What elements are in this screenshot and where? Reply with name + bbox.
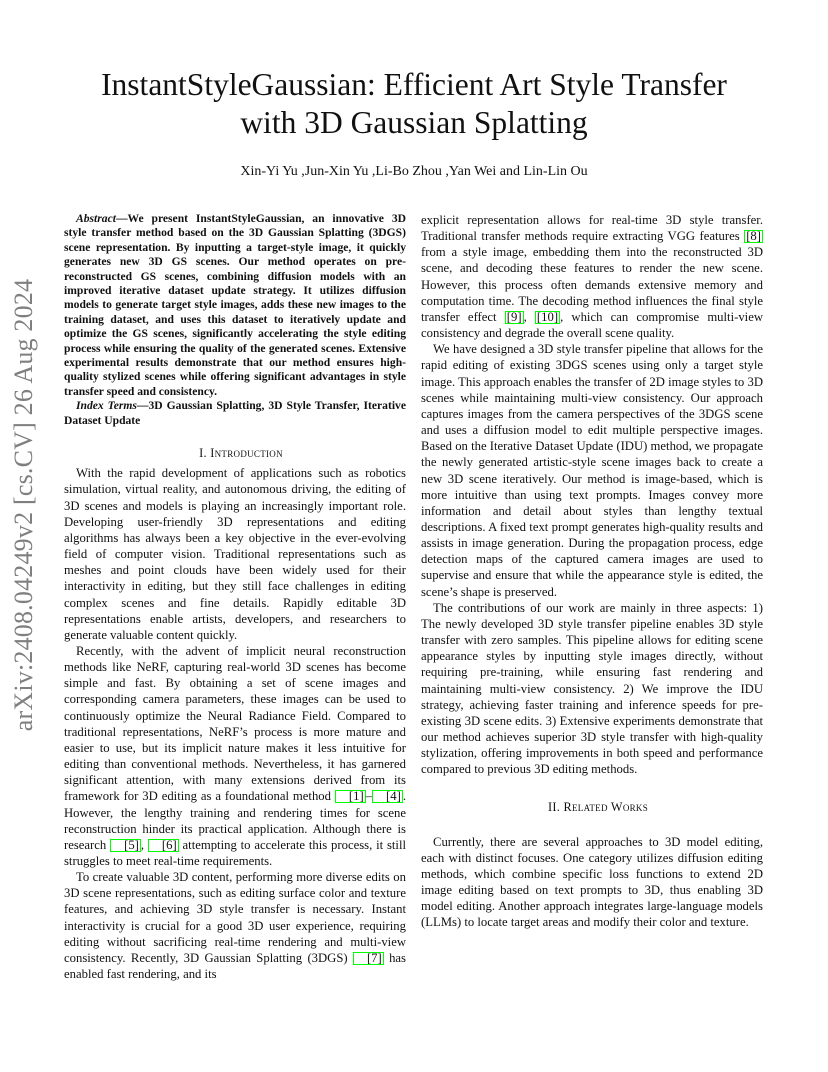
title-line-1: InstantStyleGaussian: Efficient Art Style Transfer bbox=[101, 67, 727, 102]
arxiv-id: arXiv:2408.04249v2 [cs.CV] 26 Aug 2024 bbox=[9, 278, 38, 732]
abstract-label: Abstract bbox=[76, 212, 116, 225]
intro-paragraph-1: With the rapid development of applications such as robotics simulation, virtual reality, and autonomous driving, the editing of 3D scenes and models is playing an increasingly important role. Developing user-friendly 3D representations and editing algorithms has always been a key objective in the ever-evolving field of computer vision. Traditional representations such as meshes and point clouds have been widely used for their interactivity in editing, but they still face challenges in editing complex scenes and fine details. Rapidly editable 3D representations enable artists, developers, and researchers to generate valuable content quickly. bbox=[64, 466, 406, 642]
right-p1-text-a: explicit representation allows for real-time 3D style transfer. Traditional transfer methods require extracting VGG features bbox=[421, 213, 763, 244]
citation-separator: , bbox=[140, 837, 148, 852]
citation-link[interactable]: [6] bbox=[148, 839, 179, 852]
citation-link[interactable]: [9] bbox=[506, 309, 522, 324]
left-column bbox=[64, 212, 406, 982]
right-p1-text-c: , which can compromise multi-view consistency and degrade the overall scene quality. bbox=[421, 309, 763, 341]
citation-link[interactable]: [10] bbox=[536, 309, 559, 324]
intro-p2-text-b: . However, the lengthy training and rendering times for scene reconstruction hinder its practical application. Although there is research bbox=[64, 789, 406, 852]
section-heading-related-works: II. Related Works bbox=[547, 800, 649, 815]
citation-link[interactable]: [4] bbox=[372, 790, 403, 803]
index-terms-label: Index Terms bbox=[76, 399, 137, 413]
citation-link[interactable]: [7] bbox=[353, 952, 384, 965]
range-dash: – bbox=[365, 789, 373, 804]
index-terms-text: —3D Gaussian Splatting, 3D Style Transfer, Iterative Dataset Update bbox=[64, 399, 406, 427]
citation-separator: , bbox=[523, 309, 535, 324]
author-list: Xin-Yi Yu ,Jun-Xin Yu ,Li-Bo Zhou ,Yan Wei and Lin-Lin Ou bbox=[240, 164, 588, 179]
paper-title bbox=[40, 66, 788, 142]
abstract bbox=[64, 212, 406, 399]
intro-p2-text-c: attempting to accelerate this process, it still struggles to meet real-time requirements. bbox=[64, 837, 407, 868]
index-terms bbox=[64, 399, 406, 428]
citation-link[interactable]: [8] bbox=[746, 229, 761, 244]
right-paragraph-1 bbox=[421, 212, 763, 341]
arxiv-stamp bbox=[4, 280, 44, 730]
abstract-text: —We present InstantStyleGaussian, an innovative 3D style transfer method based on the 3D Gaussian Splatting (3DGS) scene representation. By inputting a target-style image, it quickly generates new 3D GS scenes. Our method operates on pre-reconstructed GS scenes, combining diffusion models with an improved iterative dataset update strategy. It utilizes diffusion models to generate target style images, adds these new images to the training dataset, and uses this dataset to iteratively update and optimize the GS scenes, significantly accelerating the style editing process while ensuring the quality of the generated scenes. Extensive experimental results demonstrate that our method ensures high-quality stylized scenes while offering significant advantages in style transfer speed and consistency. bbox=[64, 212, 406, 398]
intro-p2-text-a: Recently, with the advent of implicit neural reconstruction methods like NeRF, capturing real-world 3D scenes has become simple and fast. By obtaining a set of scene images and corresponding camera parameters, these images can be used to continuously optimize the Neural Radiance Field. Compared to traditional representations, NeRF’s process is more mature and easier to use, but its implicit nature makes it less intuitive for editing than conventional methods. Nevertheless, it has garnered significant attention, with many extensions derived from its framework for 3D editing as a foundational method bbox=[64, 643, 406, 804]
related-works-paragraph-1: Currently, there are several approaches to 3D model editing, each with distinct focuses. One category utilizes diffusion editing methods, which combine specific loss functions to extend 2D image editing based on text prompts to 3D, thus enabling 3D model editing. Another approach integrates large-language models (LLMs) to locate target areas and modify their color and texture. bbox=[421, 834, 763, 930]
intro-paragraph-3 bbox=[64, 869, 406, 982]
title-line-2: with 3D Gaussian Splatting bbox=[240, 105, 588, 140]
right-paragraph-2: We have designed a 3D style transfer pipeline that allows for the rapid editing of existing 3DGS scenes using only a target style image. This approach enables the transfer of 2D image styles to 3D scenes while maintaining multi-view consistency. Our approach captures images from the camera perspectives of the 3DGS scene and uses a diffusion model to edit multiple perspective images. Based on the Iterative Dataset Update (IDU) method, we propagate the newly generated artistic-style scene images back to create a new 3D scene iteratively. Our method is image-based, which is more intuitive than using text prompts. Images convey more information and detail about styles than lengthy textual descriptions. A fixed text prompt generates high-quality results and assists in image generation. During the propagation process, edge detection maps of the captured camera images are used to supervise and ensure that while the appearance style is edited, the scene’s shape is preserved. bbox=[421, 342, 763, 599]
citation-link[interactable]: [5] bbox=[110, 839, 141, 852]
section-heading-introduction: I. Introduction bbox=[199, 446, 283, 461]
citation-link[interactable]: [1] bbox=[335, 790, 366, 803]
right-p1-text-b: from a style image, embedding them into the reconstructed 3D scene, and decoding these features to render the new scene. However, this process often demands extensive memory and computation time. The decoding method influences the final style transfer effect bbox=[421, 245, 763, 324]
intro-p3-text-a: To create valuable 3D content, performing more diverse edits on 3D scene representations, such as editing surface color and texture features, and achieving 3D style transfer is necessary. Instant interactivity is crucial for a good 3D user experience, requiring editing without sacrificing real-time rendering and multi-view consistency. Recently, 3D Gaussian Splatting (3DGS) bbox=[64, 870, 406, 965]
intro-p3-text-b: has enabled fast rendering, and its bbox=[64, 950, 406, 982]
right-column bbox=[421, 212, 763, 931]
intro-paragraph-2 bbox=[64, 643, 406, 869]
contributions-paragraph: The contributions of our work are mainly in three aspects: 1) The newly developed 3D style transfer pipeline enables 3D style transfer with zero samples. This pipeline allows for editing scene appearance styles by inputting style images directly, without requiring pre-training, while ensuring fast rendering and maintaining multi-view consistency. 2) We improve the IDU strategy, achieving faster training and inference speeds for pre-existing 3D scene edits. 3) Extensive experiments demonstrate that our method achieves superior 3D style transfer with high-quality stylization, offering improvements in both speed and performance compared to previous 3D editing methods. bbox=[421, 600, 763, 777]
